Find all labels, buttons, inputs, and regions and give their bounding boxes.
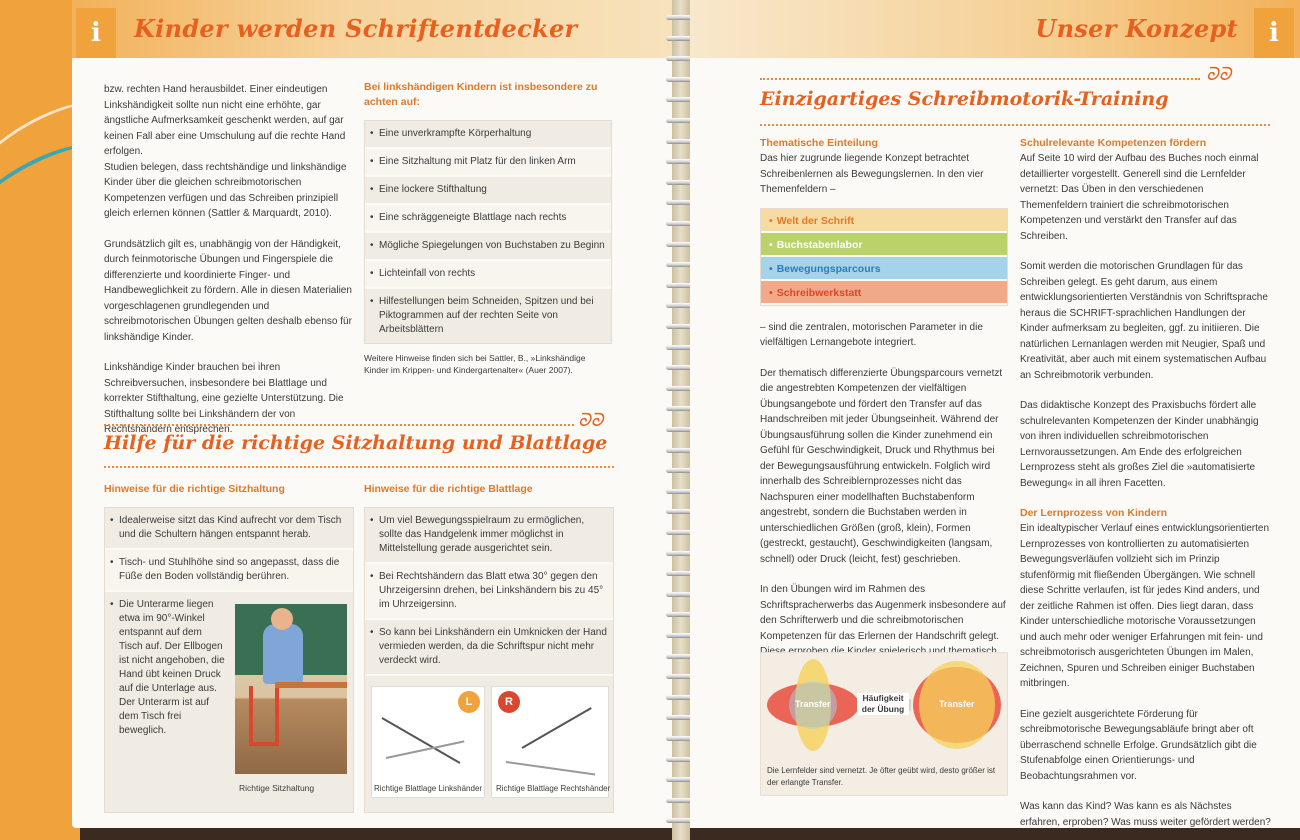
sketch-left-caption: Richtige Blattlage Linkshänder xyxy=(374,784,483,793)
lern-heading: Der Lernprozess von Kindern xyxy=(1020,507,1168,519)
blatt-heading: Hinweise für die richtige Blattlage xyxy=(364,483,533,495)
thematisch-intro: Das hier zugrunde liegende Konzept betrachtet Schreibenlernen als Bewegungslernen. In den vier Themenfeldern – xyxy=(760,153,984,195)
blatt-item: • Bei Rechtshändern das Blatt etwa 30° gegen den Uhrzeigersinn drehen, bei Linkshändern bis zu 45° im Uhrzeigersinn. xyxy=(365,564,613,620)
concept-column xyxy=(760,136,1010,691)
section-divider xyxy=(104,424,574,426)
lefthand-note: Weitere Hinweise finden sich bei Sattler, B., »Linkshändige Kinder im Krippen- und Kindergartenalter« (Auer 2007). xyxy=(364,353,586,375)
schul-paragraph: Auf Seite 10 wird der Aufbau des Buches noch einmal detaillierter vorgestellt. Generell sind die Lernfelder vernetzt: Das Üben in den verschiedenen Themenfeldern trainiert die schreibmotorischen Kompetenzen und verstärkt den Transfer auf das Schreiben. xyxy=(1020,153,1259,242)
right-page-title: Unser Konzept xyxy=(1035,14,1238,43)
sitz-list xyxy=(104,507,354,813)
venn-label-mid: Häufigkeit der Übung xyxy=(857,693,909,715)
intro-paragraph: Studien belegen, dass rechtshändige und linkshändige Kinder über die gleichen schreibmotorischen Kompetenzen verfügen und das Schreiben prinzipiell gleich erlernen können (Sattler & Marquardt, 2010). xyxy=(104,161,347,219)
schul-paragraph: Das didaktische Konzept des Praxisbuchs fördert alle schulrelevanten Kompetenzen der Kinder unabhängig von ihren individuellen schreibmotorischen Lernvoraussetzungen. Am Ende des erfolgreichen Lernprozess steht als großes Ziel die »automatisierte Bewegung« in all ihren Facetten. xyxy=(1020,400,1259,489)
lefthand-item: • Eine lockere Stifthaltung xyxy=(365,177,611,205)
schul-paragraph: Somit werden die motorischen Grundlagen für das Schreiben gelegt. Es geht darum, aus einem entwicklungsorientierten Verständnis von Schriftsprache heraus die SCHRIFT-sprachlichen Handlungen der Kinder aufmerksam zu begleiten, ggf. zu initiieren. Die natürlichen Lernanlagen werden mit Neugier, Spaß und Kreativität, aber auch mit einem systematischen Aufbau an Schreibmotorik verbunden. xyxy=(1020,261,1268,381)
lefthand-column xyxy=(364,80,612,376)
intro-paragraph: bzw. rechten Hand herausbildet. Einer eindeutigen Linkshändigkeit sollte nun nicht eine erhöhte, gar ängstliche Aufmerksamkeit geschenkt werden, auf gar keinen Fall aber eine Umschulung auf die rechte Hand erfolgen. xyxy=(104,84,346,157)
left-page-title: Kinder werden Schriftentdecker xyxy=(134,14,578,43)
sitting-child-photo xyxy=(235,604,347,774)
lern-paragraph: Eine gezielt ausgerichtete Förderung für schreibmotorische Bewegungsabläufe bringt aber oft überraschend schnelle Erfolge. Grundsätzlich gibt die Stufenabfolge einen Orientierungs- und Beobachtungsrahmen vor. xyxy=(1020,708,1257,782)
left-page xyxy=(72,0,672,828)
theme-schreibwerkstatt: • Schreibwerkstatt xyxy=(761,281,1007,305)
venn-label-left: Transfer xyxy=(795,699,831,709)
swirl-ornament: ᘐᘐ xyxy=(578,410,604,431)
photo-caption: Richtige Sitzhaltung xyxy=(239,783,315,793)
lefthand-heading: Bei linkshändigen Kindern ist insbesondere zu achten auf: xyxy=(364,81,598,108)
lefthand-list xyxy=(364,120,612,344)
theme-list xyxy=(760,208,1008,306)
thematisch-after: – sind die zentralen, motorischen Parameter in die vielfältigen Lernangebote integriert. xyxy=(760,321,983,348)
righthand-sketch xyxy=(491,686,609,798)
concept-paragraph: Der thematisch differenzierte Übungsparcours vernetzt die angestrebten Kompetenzen der vielfältigen Übungsangebote und fördert den Transfer auf das Handschreiben mit jeder Übungseinheit. Während der Übungsausführung sollen die Kinder zunehmend ein Gefühl für Geschwindigkeit, Druck und Rhythmus bei der Bewegungsausführung entwickeln. Folglich wird innerhalb des Schreiblernprozesses nicht das Nachspuren einer modellhaften Buchstabenform angestrebt, sondern die Buchstaben werden in unterschiedlichen Größen (groß, klein), Formen (gestreckt, gestaucht), Geschwindigkeiten (langsam, schnell) oder Druck (leicht, fest) geschrieben. xyxy=(760,367,1003,565)
info-icon: i xyxy=(76,8,116,58)
venn-label-right: Transfer xyxy=(939,699,975,709)
sitz-item: • Idealerweise sitzt das Kind aufrecht vor dem Tisch und die Schultern hängen entspannt herab. xyxy=(105,508,353,550)
lern-paragraph: Ein idealtypischer Verlauf eines entwicklungsorientierten Lernprozesses von kontrollierten zu automatisierten Bewegungsverläufen vollzieht sich im Prinzip stufenförmig mit fließenden Übergängen. Wie schnell diese Schritte verlaufen, ist für jedes Kind anders, und der zeitliche Rahmen ist offen. Dies liegt daran, dass Kinder unterschiedliche motorische Voraussetzungen und auch mehr oder weniger Erfahrungen mit fein- und schreibmotorisch ausgerichteten Übungen im Malen, Zeichnen, Spuren und Schreiben einiger Buchstaben mitbringen. xyxy=(1020,523,1270,689)
concept-paragraph: In den Übungen wird im Rahmen des Schriftspracherwerbs das Augenmerk insbesondere auf den Schrifterwerb und die schreibmotorischen Kompetenzen für das Erlernen der Handschrift gelegt. xyxy=(760,584,1006,642)
section-divider xyxy=(760,124,1270,126)
blatt-column xyxy=(364,482,614,813)
lefthand-item: • Hilfestellungen beim Schneiden, Spitzen und bei Piktogrammen auf der rechten Seite von Arbeitsblättern xyxy=(365,289,611,343)
section-title: Hilfe für die richtige Sitzhaltung und Blattlage xyxy=(104,432,608,454)
sitz-item: • Tisch- und Stuhlhöhe sind so angepasst, dass die Füße den Boden vollständig berühren. xyxy=(105,550,353,592)
section-title: Einzigartiges Schreibmotorik-Training xyxy=(760,88,1169,110)
intro-paragraph: Linkshändige Kinder brauchen bei ihren Schreibversuchen, insbesondere bei Blattlage und korrekter Stifthaltung, eine gezielte Unterstützung. Die Stifthaltung sollte bei Linkshändern der von Rechtshändern entsprechen. xyxy=(104,362,344,435)
intro-column xyxy=(104,82,356,438)
righthand-badge: R xyxy=(498,691,520,713)
sketch-right-caption: Richtige Blattlage Rechtshänder xyxy=(496,784,611,793)
swirl-ornament: ᘐᘐ xyxy=(1206,64,1232,85)
back-cover xyxy=(0,0,80,840)
section-divider xyxy=(760,78,1200,80)
lefthand-sketch xyxy=(371,686,485,798)
venn-caption: Die Lernfelder sind vernetzt. Je öfter geübt wird, desto größer ist der erlangte Transfer. xyxy=(767,766,996,787)
sitz-heading: Hinweise für die richtige Sitzhaltung xyxy=(104,483,285,495)
schul-heading: Schulrelevante Kompetenzen fördern xyxy=(1020,137,1207,149)
lefthand-item: • Lichteinfall von rechts xyxy=(365,261,611,289)
sitz-item: • Die Unterarme liegen etwa im 90°-Winkel entspannt auf dem Tisch auf. Der Ellbogen ist nicht angehoben, die Hand übt keinen Druck auf die Unterlage aus. Der Unterarm ist auf dem Tisch frei beweglich. xyxy=(105,592,231,744)
lefthand-item: • Eine Sitzhaltung mit Platz für den linken Arm xyxy=(365,149,611,177)
lefthand-item: • Mögliche Spiegelungen von Buchstaben zu Beginn xyxy=(365,233,611,261)
blatt-item: • So kann bei Linkshändern ein Umknicken der Hand vermieden werden, da die Schriftspur nicht mehr verdeckt wird. xyxy=(365,620,613,676)
section-divider xyxy=(104,466,614,468)
blatt-list xyxy=(364,507,614,813)
lefthand-item: • Eine unverkrampfte Körperhaltung xyxy=(365,121,611,149)
venn-diagram xyxy=(760,652,1008,796)
theme-welt-der-schrift: • Welt der Schrift xyxy=(761,209,1007,233)
blatt-item: • Um viel Bewegungsspielraum zu ermöglichen, sollte das Handgelenk immer möglichst in Mittelstellung gerade ausgerichtet sein. xyxy=(365,508,613,564)
thematisch-heading: Thematische Einteilung xyxy=(760,137,878,149)
lefthand-item: • Eine schräggeneigte Blattlage nach rechts xyxy=(365,205,611,233)
competence-column xyxy=(1020,136,1272,828)
intro-paragraph: Grundsätzlich gilt es, unabhängig von der Händigkeit, durch feinmotorische Übungen und Fingerspiele die differenzierte und koordinierte Finger- und Handbeweglichkeit zu fördern. Alle in diesen Materialien vorgeschlagenen grundlegenden und schreibmotorischen Übungen gelten deshalb ebenso für linkshändige Kinder. xyxy=(104,238,352,343)
theme-bewegungsparcours: • Bewegungsparcours xyxy=(761,257,1007,281)
right-page xyxy=(690,0,1300,828)
info-icon: i xyxy=(1254,8,1294,58)
sitz-column xyxy=(104,482,354,813)
theme-buchstabenlabor: • Buchstabenlabor xyxy=(761,233,1007,257)
lern-paragraph: Was kann das Kind? Was kann es als Nächstes erfahren, erproben? Was muss weiter gefördert werden? xyxy=(1020,801,1271,828)
lefthand-badge: L xyxy=(458,691,480,713)
